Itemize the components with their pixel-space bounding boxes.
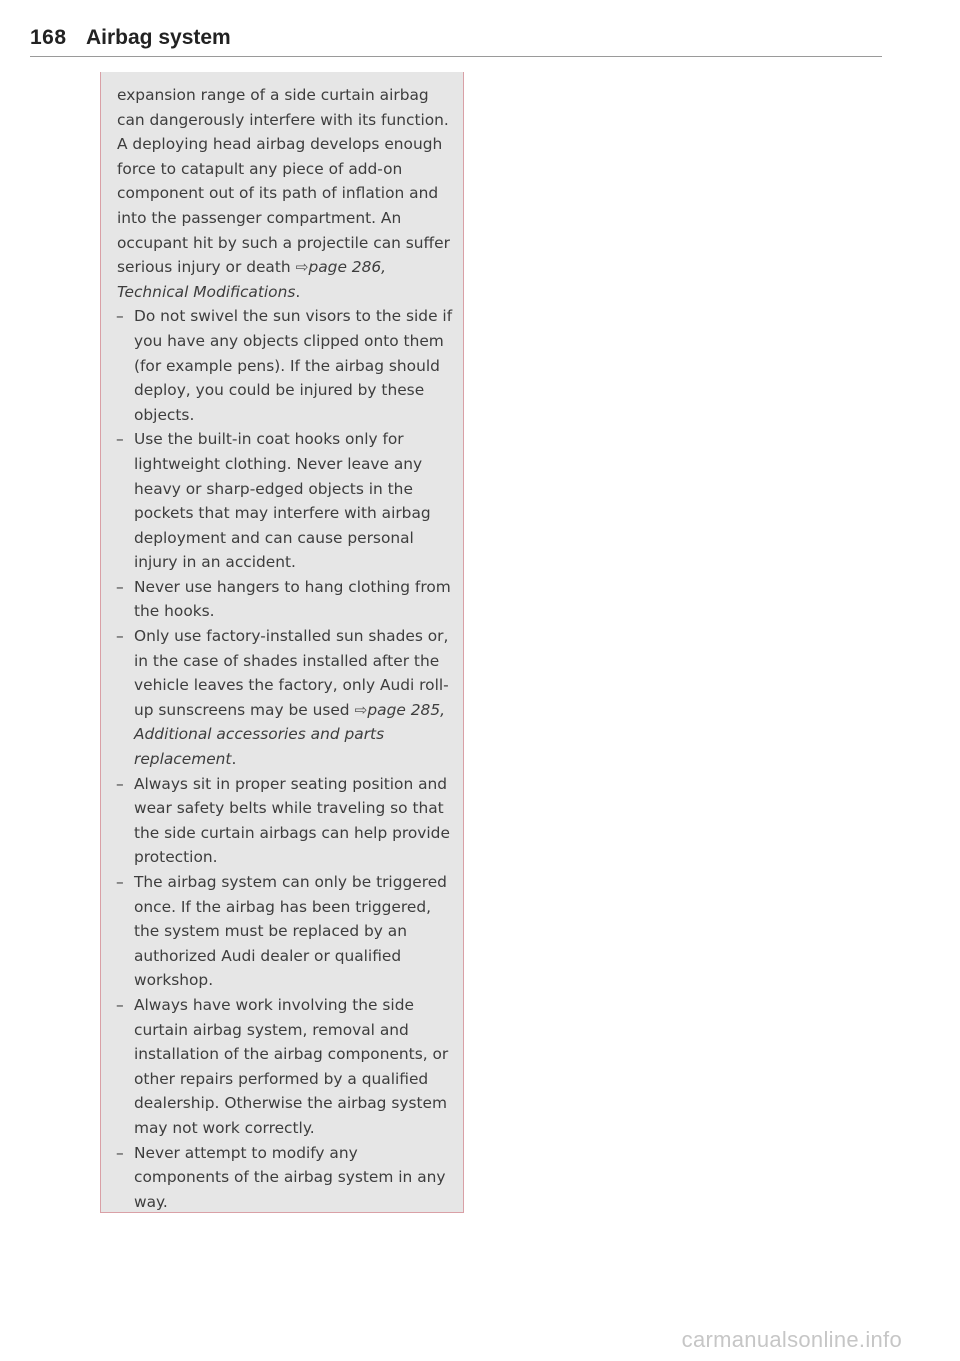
dash-bullet: – [116,627,124,646]
warning-content [116,83,456,1214]
page-number: 168 [30,26,67,49]
list-item-text: Only use factory-installed sun shades or, in the case of shades installed after the vehicle leaves the factory, only Audi roll-up sunscreens may be used [134,627,449,719]
list-item [116,870,456,993]
list-item-text: Never use hangers to hang clothing from the hooks. [134,577,451,621]
page-header [30,22,882,57]
arrow-right-icon: ⇨ [295,258,309,277]
list-item [116,575,456,624]
section-title: Airbag system [86,26,231,49]
list-item-text: Always have work involving the side curtain airbag system, removal and installation of the airbag components, or other repairs performed by a qualified dealership. Otherwise the airbag system may not work correctly. [134,995,449,1137]
list-item [116,772,456,870]
dash-bullet: – [116,1143,124,1162]
dash-bullet: – [116,873,124,891]
list-item-text: Use the built-in coat hooks only for lightweight clothing. Never leave any heavy or sharp-edged objects in the pockets that may interfere with airbag deployment and can cause personal injury in an accident. [134,430,431,572]
warning-intro [116,83,456,304]
intro-text: expansion range of a side curtain airbag can dangerously interfere with its function. A deploying head airbag develops enough force to catapult any piece of add-on component out of its path of inflation and into the passenger compartment. An occupant hit by such a projectile can suffer serious injury or death [117,86,450,277]
list-item [116,427,456,575]
xref-text: page 286, Technical Modifications [117,258,387,301]
list-item-text: Do not swivel the sun visors to the side if you have any objects clipped onto them (for example pens). If the airbag should deploy, you could be injured by these objects. [134,307,453,424]
list-item-after: . [231,750,237,769]
dash-bullet: – [116,430,124,449]
intro-after: . [295,282,301,301]
list-item-text: The airbag system can only be triggered once. If the airbag has been triggered, the system must be replaced by an authorized Audi dealer or qualified workshop. [134,873,447,990]
dash-bullet: – [116,577,124,596]
watermark: carmanualsonline.info [681,1327,902,1352]
xref-text: page 285, Additional accessories and parts replacement [134,700,446,769]
list-item [116,1141,456,1215]
arrow-right-icon: ⇨ [354,700,368,719]
dash-bullet: – [116,307,124,326]
list-item [116,993,456,1141]
list-item [116,624,456,772]
list-item-text: Always sit in proper seating position and wear safety belts while traveling so that the side curtain airbags can help provide protection. [134,774,450,867]
list-item [116,304,456,427]
list-item-text: Never attempt to modify any components of the airbag system in any way. [134,1143,446,1211]
dash-bullet: – [116,774,124,793]
dash-bullet: – [116,995,124,1014]
